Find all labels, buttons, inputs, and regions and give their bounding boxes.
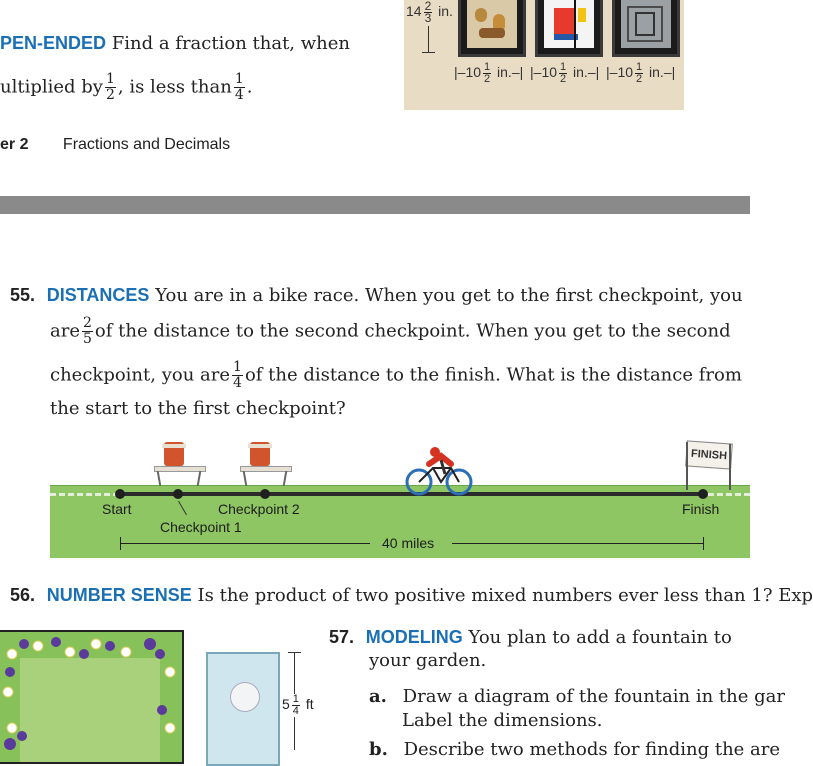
finish-point	[698, 489, 708, 499]
open-ended-line1	[0, 32, 350, 55]
height-whole: 14	[406, 3, 422, 19]
checkpoint2-label: Checkpoint 2	[218, 501, 300, 517]
distance-line-right	[452, 543, 703, 544]
frac-one-quarter-den-55: 4	[233, 375, 242, 391]
problem55-line3: checkpoint, you are $\frac{1}{4}$ of the distance to the finish. What is the distance from	[50, 359, 742, 391]
height-dim-line	[428, 26, 429, 52]
problem57-line2: your garden.	[369, 650, 487, 671]
page-divider	[0, 196, 750, 214]
problem57a-line1: a. Draw a diagram of the fountain in the gar	[369, 686, 785, 707]
painting-height-label	[406, 0, 453, 24]
cyclist-icon	[405, 442, 473, 496]
fountain-center-icon	[230, 682, 260, 712]
frac-one-half-num: 1	[105, 71, 115, 87]
checkpoint1-label: Checkpoint 1	[160, 519, 242, 535]
problem57-number: 57.	[329, 627, 355, 647]
open-ended-line2: ultiplied by $\frac{1}{2}$ , is less than $\frac{1}{4}$ .	[0, 71, 253, 103]
width-label-2: |–10 $\frac{1}{2}$ in.–|	[530, 61, 600, 85]
start-label: Start	[102, 501, 132, 517]
problem57a-line2: Label the dimensions.	[402, 710, 603, 731]
finish-pole-left	[686, 442, 688, 490]
problem57-line1: 57. MODELING You plan to add a fountain to	[329, 627, 732, 648]
open-ended-line2-mid: , is less than	[117, 76, 232, 98]
water-table-1	[154, 442, 204, 486]
problem56-text: Is the product of two positive mixed numbers ever less than 1? Exp	[197, 585, 813, 606]
height-unit: in.	[438, 3, 453, 19]
checkpoint2-point	[260, 489, 270, 499]
chapter-number: er 2	[0, 136, 29, 153]
art-strip	[404, 0, 684, 110]
distance-line-left	[120, 543, 370, 544]
height-den: 3	[424, 10, 432, 25]
problem55-line4: the start to the first checkpoint?	[50, 398, 346, 419]
problem57-label: MODELING	[365, 627, 463, 647]
finish-label: Finish	[682, 501, 720, 517]
finish-sign: FINISH	[685, 440, 733, 469]
open-ended-text: Find a fraction that, when	[111, 33, 350, 54]
finish-pole-right	[729, 444, 731, 490]
frac-one-half-den: 2	[105, 87, 115, 103]
distance-tick-right	[703, 537, 704, 550]
water-table-2	[240, 442, 290, 486]
open-ended-label: PEN-ENDED	[0, 33, 107, 53]
fountain-illustration	[206, 652, 280, 766]
problem55-label: DISTANCES	[46, 285, 150, 305]
problem57b-line1: b. Describe two methods for finding the are	[369, 739, 781, 760]
chapter-footer	[0, 136, 230, 154]
width-label-1: |–10 $\frac{1}{2}$ in.–|	[454, 61, 524, 85]
flower-border-icon	[0, 632, 182, 762]
width-labels	[454, 62, 682, 85]
problem56-number: 56.	[10, 585, 36, 605]
frac-two-fifths-den: 5	[83, 331, 92, 347]
frac-one-quarter-num-55: 1	[233, 359, 242, 375]
height-num: 2	[424, 0, 432, 13]
frac-two-fifths-num: 2	[83, 315, 92, 331]
problem55-number: 55.	[10, 285, 36, 305]
start-point	[115, 489, 125, 499]
checkpoint1-point	[173, 489, 183, 499]
painting-frame-1	[458, 0, 526, 57]
painting-frame-3	[612, 0, 680, 57]
height-dim-tick	[422, 52, 435, 53]
problem55-text-line1: You are in a bike race. When you get to the first checkpoint, you	[155, 285, 743, 306]
problem55-line2: are $\frac{2}{5}$ of the distance to the second checkpoint. When you get to the second	[50, 315, 731, 347]
chapter-title: Fractions and Decimals	[62, 136, 231, 153]
painting-frame-2	[535, 0, 603, 57]
problem56-label: NUMBER SENSE	[46, 585, 192, 605]
garden-illustration	[0, 630, 184, 764]
fountain-dim-tick	[288, 652, 301, 653]
distance-label: 40 miles	[382, 535, 435, 551]
frac-one-quarter-den: 4	[234, 87, 244, 103]
fountain-dim-label: 5 $\frac{1}{4}$ ft	[282, 693, 314, 717]
bike-race-diagram	[50, 438, 750, 560]
width-label-3: |–10 $\frac{1}{2}$ in.–|	[606, 61, 676, 85]
problem56-line	[10, 584, 813, 607]
open-ended-line2-start: ultiplied by	[0, 76, 103, 98]
problem55-line1	[10, 284, 743, 307]
frac-one-quarter-num: 1	[234, 71, 244, 87]
